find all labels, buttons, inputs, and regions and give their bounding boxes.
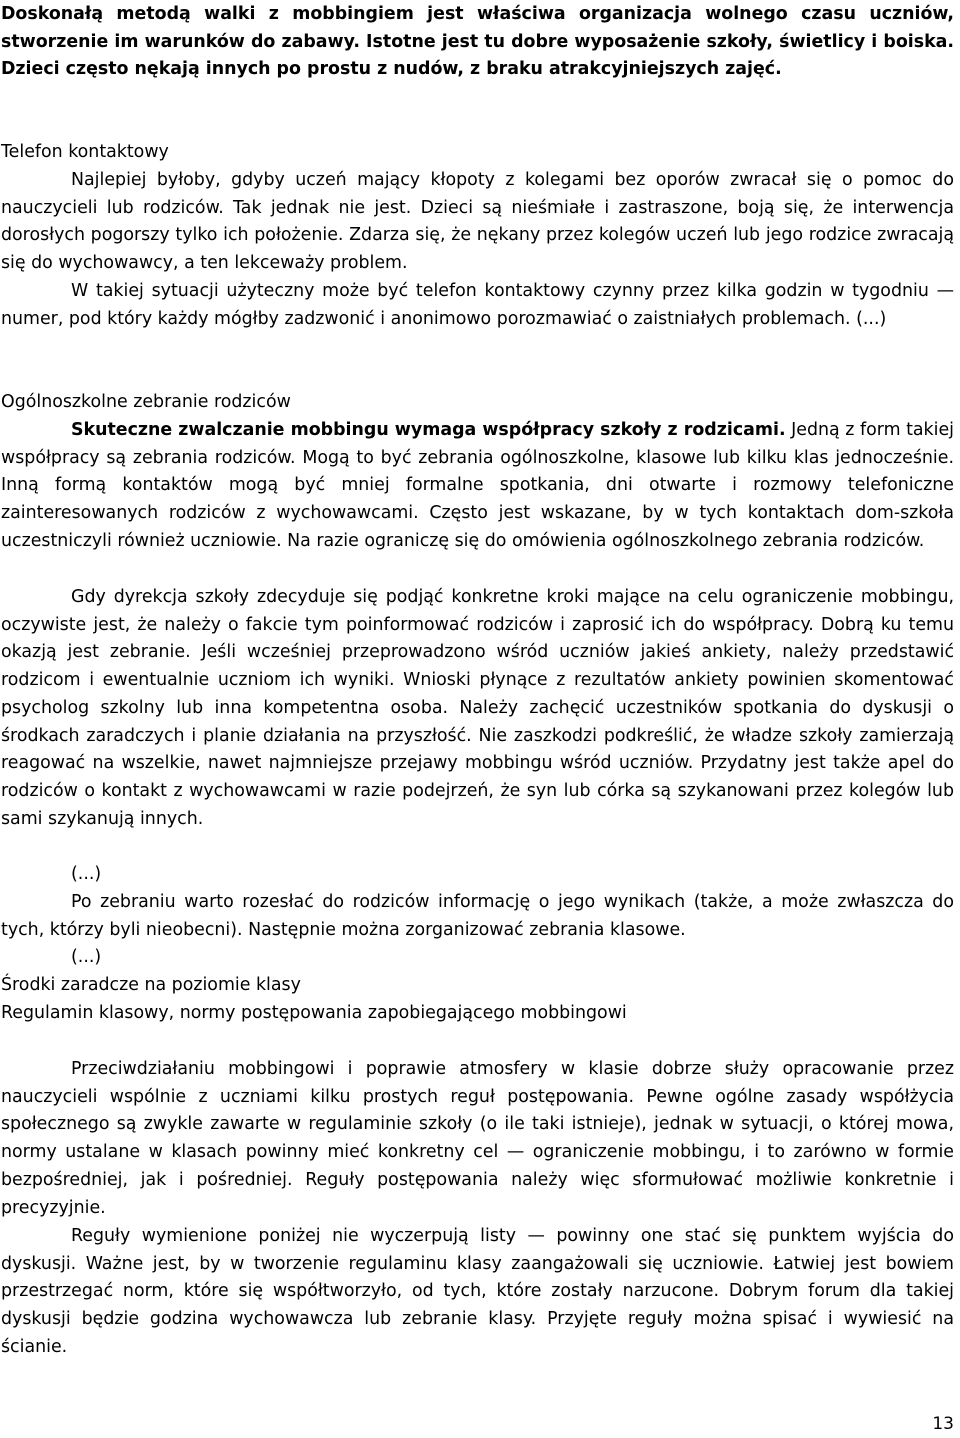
meeting-paragraph-3: Po zebraniu warto rozesłać do rodziców informację o jego wynikach (także, a może zwłaszcza do tych, którzy byli nieobecni). Następnie można zorganizować zebrania klasowe.	[1, 892, 954, 940]
phone-paragraph-2: W takiej sytuacji użyteczny może być telefon kontaktowy czynny przez kilka godzin w tygodniu — numer, pod który każdy mógłby zadzwonić i anonimowo porozmawiać o zaistniałych problemach. (...)	[1, 281, 954, 329]
meeting-paragraph-1	[1, 417, 954, 556]
section-subheading-class: Regulamin klasowy, normy postępowania zapobiegającego mobbingowi	[1, 1003, 627, 1023]
meeting-paragraph-2: Gdy dyrekcja szkoły zdecyduje się podjąć konkretne kroki mające na celu ograniczenie mobbingu, oczywiste jest, że należy o fakcie tym poinformować rodziców i zaprosić ich do współpracy. Dobrą ku temu okazją jest zebranie. Jeśli wcześniej przeprowadzono wśród uczniów jakieś ankiety, należy przedstawić rodzicom i ewentualnie uczniom ich wyniki. Wnioski płynące z rezultatów ankiety powinien skomentować psycholog szkolny lub inna kompetentna osoba. Należy zachęcić uczestników spotkania do dyskusji o środkach zaradczych i planie działania na przyszłość. Nie zaszkodzi podkreślić, że władze szkoły zamierzają reagować na wszelkie, nawet najmniejsze przejawy mobbingu wśród uczniów. Przydatny jest także apel do rodziców o kontakt z wychowawcami w razie podejrzeń, że syn lub córka są szykanowani przez kolegów lub sami szykanują innych.	[1, 587, 954, 829]
ellipsis-1: (...)	[71, 864, 102, 884]
meeting-paragraph-1-text: Jedną z form takiej współpracy są zebrania rodziców. Mogą to być zebrania ogólnoszkolne, klasowe lub kilku klas jednocześnie. Inną formą kontaktów mogą być mniej formalne spotkania, dni otwarte i rozmowy telefoniczne zainteresowanych rodziców z wychowawcami. Często jest wskazane, by w tych kontaktach dom-szkoła uczestniczyli również uczniowie. Na razie ograniczę się do omówienia ogólnoszkolnego zebrania rodziców.	[1, 420, 954, 551]
class-paragraph-2: Reguły wymienione poniżej nie wyczerpują listy — powinny one stać się punktem wyjścia do dyskusji. Ważne jest, by w tworzenie regulaminu klasy zaangażowali się uczniowie. Łatwiej jest bowiem przestrzegać norm, które się współtworzyło, od tych, które zostały narzucone. Dobrym forum dla takiej dyskusji będzie godzina wychowawcza lub zebranie klasy. Przyjęte reguły można spisać i wywiesić na ścianie.	[1, 1226, 954, 1357]
section-heading-meeting: Ogólnoszkolne zebranie rodziców	[1, 392, 291, 412]
intro-paragraph: Doskonałą metodą walki z mobbingiem jest właściwa organizacja wolnego czasu uczniów, stworzenie im warunków do zabawy. Istotne jest tu dobre wyposażenie szkoły, świetlicy i boiska. Dzieci często nękają innych po prostu z nudów, z braku atrakcyjniejszych zajęć.	[1, 4, 954, 80]
meeting-lead-sentence: Skuteczne zwalczanie mobbingu wymaga współpracy szkoły z rodzicami.	[71, 420, 786, 440]
class-paragraph-1: Przeciwdziałaniu mobbingowi i poprawie atmosfery w klasie dobrze służy opracowanie przez nauczycieli wspólnie z uczniami kilku prostych reguł postępowania. Pewne ogólne zasady współżycia społecznego są zwykle zawarte w regulaminie szkoły (o ile taki istnieje), jednak w sytuacji, o której mowa, normy ustalane w klasach powinny mieć konkretny cel — ograniczenie mobbingu, i to zarówno w formie bezpośredniej, jak i pośredniej. Reguły postępowania należy więc sformułować możliwie konkretnie i precyzyjnie.	[1, 1059, 954, 1218]
ellipsis-2: (...)	[71, 947, 102, 967]
page-number: 13	[932, 1414, 954, 1434]
section-heading-phone: Telefon kontaktowy	[1, 142, 169, 162]
phone-paragraph-1: Najlepiej byłoby, gdyby uczeń mający kłopoty z kolegami bez oporów zwracał się o pomoc do nauczycieli lub rodziców. Tak jednak nie jest. Dzieci są nieśmiałe i zastraszone, boją się, że interwencja dorosłych pogorszy tylko ich położenie. Zdarza się, że nękany przez kolegów uczeń lub jego rodzice zwracają się do wychowawcy, a ten lekceważy problem.	[1, 170, 954, 274]
section-heading-class: Środki zaradcze na poziomie klasy	[1, 975, 301, 995]
